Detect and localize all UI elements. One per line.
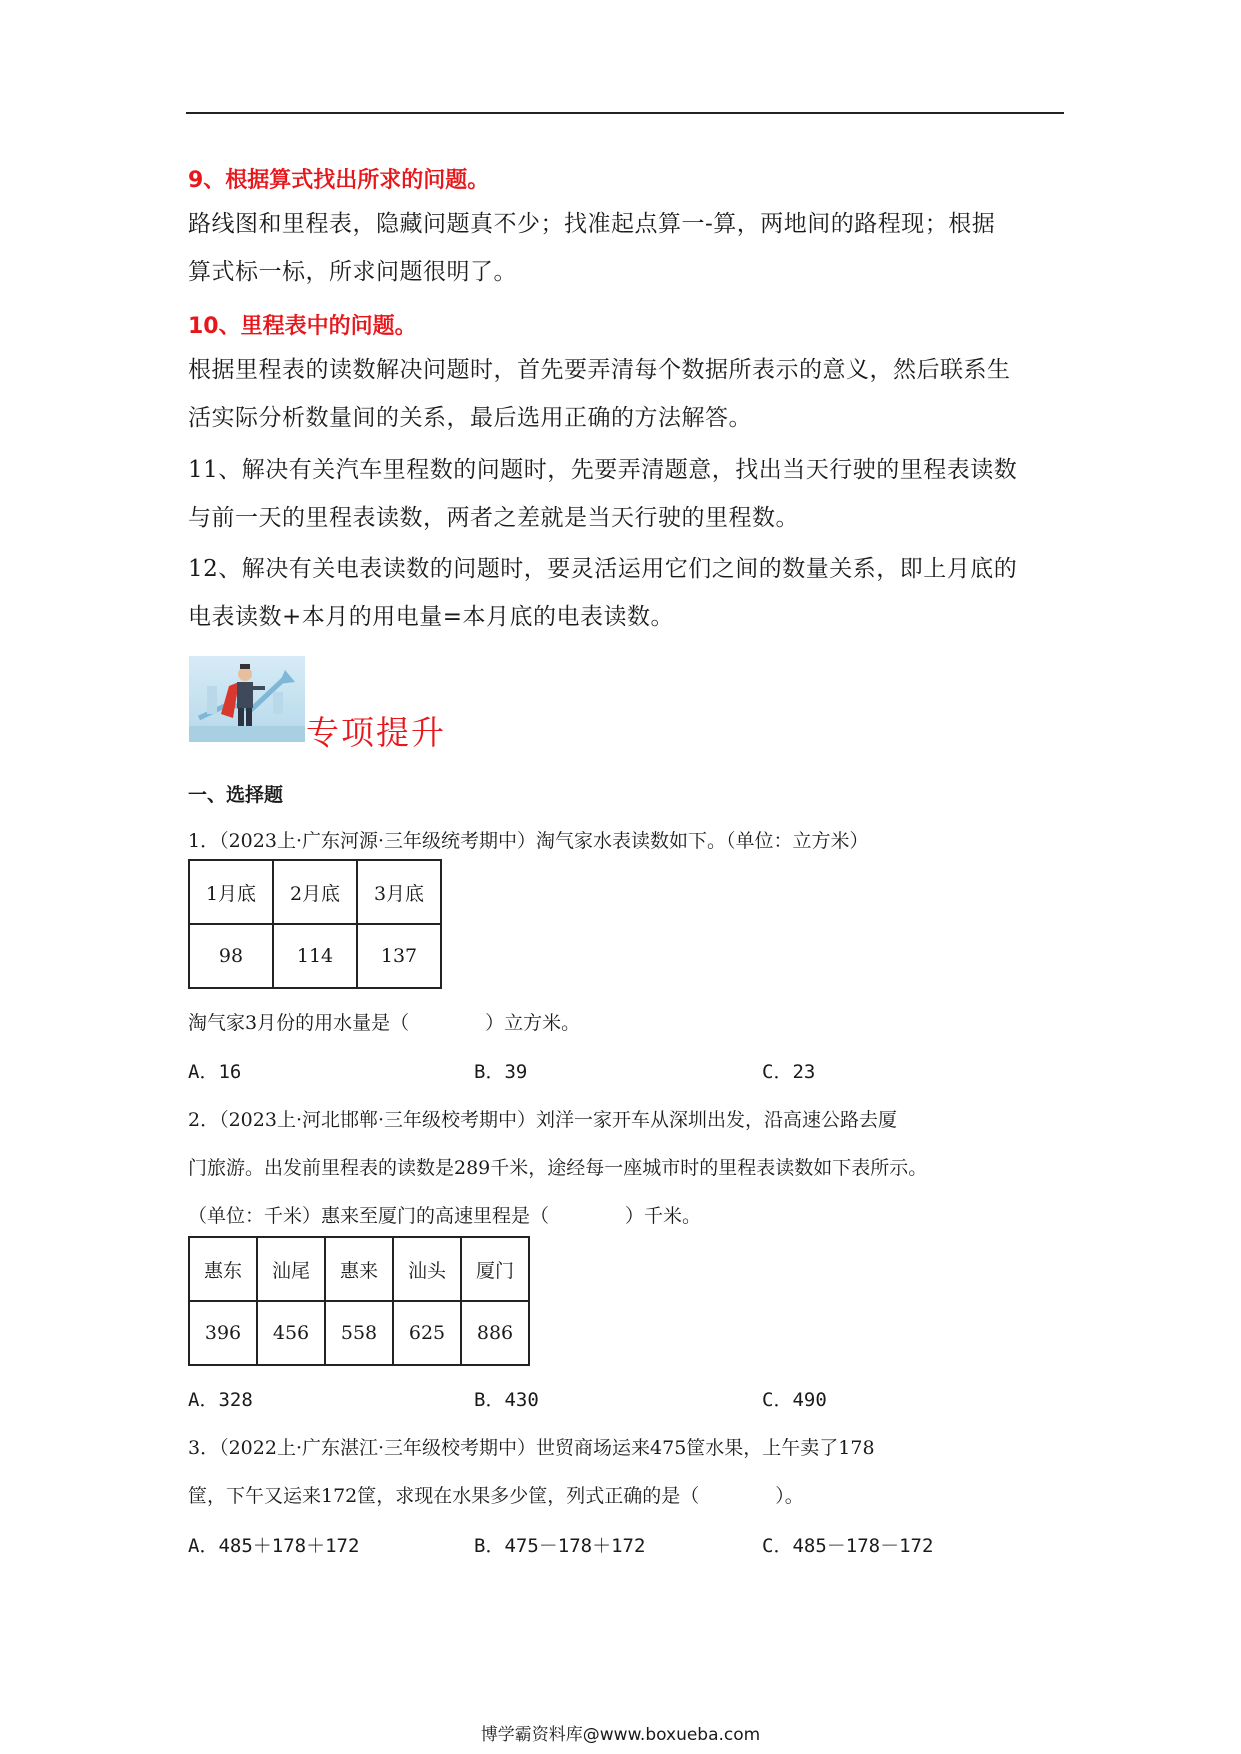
q2-stem-line-1: 2．（2023上·河北邯郸·三年级校考期中）刘洋一家开车从深圳出发，沿高速公路去厦	[188, 1109, 898, 1131]
table-value-cell: 114	[273, 924, 357, 988]
paragraph-10	[188, 346, 1068, 442]
q3-stem-line-1: 3．（2022上·广东湛江·三年级校考期中）世贸商场运来475筐水果，上午卖了178	[188, 1437, 875, 1459]
paragraph-9-line-2: 算式标一标，所求问题很明了。	[188, 259, 517, 285]
q2-table	[188, 1236, 530, 1366]
paragraph-12-line-1: 12、解决有关电表读数的问题时，要灵活运用它们之间的数量关系，即上月底的	[188, 556, 1018, 582]
q2-stem-line-2: 门旅游。出发前里程表的读数是289千米，途经每一座城市时的里程表读数如下表所示。	[188, 1157, 928, 1179]
q1-option-c[interactable]: C．23	[762, 1061, 816, 1083]
q2-option-a[interactable]: A．328	[188, 1389, 253, 1411]
paragraph-10-line-2: 活实际分析数量间的关系，最后选用正确的方法解答。	[188, 405, 752, 431]
q2-option-b[interactable]: B．430	[474, 1389, 539, 1411]
q2-option-c[interactable]: C．490	[762, 1389, 827, 1411]
paragraph-11-line-2: 与前一天的里程表读数，两者之差就是当天行驶的里程数。	[188, 505, 799, 531]
table-header-cell: 厦门	[461, 1237, 529, 1301]
table-header-cell: 2月底	[273, 860, 357, 924]
q1-option-a[interactable]: A．16	[188, 1061, 242, 1083]
paragraph-10-line-1: 根据里程表的读数解决问题时，首先要弄清每个数据所表示的意义，然后联系生	[188, 357, 1011, 383]
section-title: 一、选择题	[188, 784, 284, 806]
table-header-cell: 1月底	[189, 860, 273, 924]
heading-9: 9、根据算式找出所求的问题。	[188, 168, 490, 193]
table-header-cell: 汕尾	[257, 1237, 325, 1301]
paragraph-9-line-1: 路线图和里程表，隐藏问题真不少；找准起点算一-算，两地间的路程现；根据	[188, 211, 996, 237]
table-value-cell: 137	[357, 924, 441, 988]
q3-stem-line-2: 筐，下午又运来172筐，求现在水果多少筐，列式正确的是（ ）。	[188, 1485, 804, 1507]
table-header-cell: 惠来	[325, 1237, 393, 1301]
table-value-cell: 558	[325, 1301, 393, 1365]
header-rule	[186, 112, 1064, 114]
table-value-cell: 456	[257, 1301, 325, 1365]
paragraph-11-line-1: 11、解决有关汽车里程数的问题时，先要弄清题意，找出当天行驶的里程表读数	[188, 457, 1018, 483]
q3-option-a[interactable]: A．485＋178＋172	[188, 1535, 360, 1557]
table-value-cell: 625	[393, 1301, 461, 1365]
paragraph-12-line-2: 电表读数+本月的用电量=本月底的电表读数。	[188, 604, 675, 630]
q3-option-c[interactable]: C．485－178－172	[762, 1535, 934, 1557]
q2-stem-line-3: （单位：千米）惠来至厦门的高速里程是（ ）千米。	[188, 1205, 702, 1227]
q3-option-b[interactable]: B．475－178＋172	[474, 1535, 646, 1557]
q1-question: 淘气家3月份的用水量是（ ）立方米。	[188, 1012, 581, 1034]
q1-table	[188, 859, 442, 989]
table-value-cell: 886	[461, 1301, 529, 1365]
q1-option-b[interactable]: B．39	[474, 1061, 528, 1083]
paragraph-12	[188, 545, 1068, 641]
paragraph-11	[188, 446, 1068, 542]
table-header-cell: 汕头	[393, 1237, 461, 1301]
rising-chart-person-icon	[189, 656, 305, 742]
paragraph-9	[188, 200, 1068, 296]
banner-title: 专项提升	[306, 713, 446, 752]
footer-watermark: 博学霸资料库@www.boxueba.com	[480, 1725, 761, 1745]
table-header-cell: 惠东	[189, 1237, 257, 1301]
table-value-cell: 396	[189, 1301, 257, 1365]
q1-stem: 1．（2023上·广东河源·三年级统考期中）淘气家水表读数如下。（单位：立方米）	[188, 830, 869, 852]
banner-illustration	[189, 656, 305, 742]
heading-10: 10、里程表中的问题。	[188, 314, 417, 339]
table-header-cell: 3月底	[357, 860, 441, 924]
table-value-cell: 98	[189, 924, 273, 988]
